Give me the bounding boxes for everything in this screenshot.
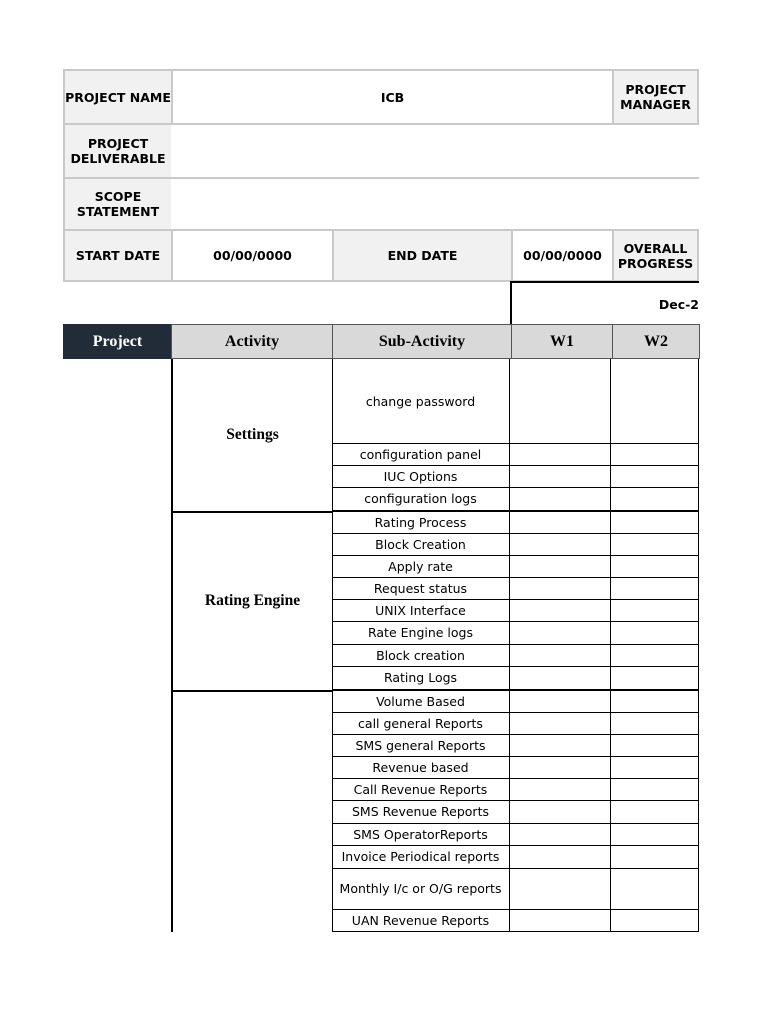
w1-cell[interactable] — [510, 465, 611, 488]
project-manager-label: PROJECT MANAGER — [612, 69, 699, 125]
w2-cell[interactable] — [611, 359, 699, 444]
col-header-project: Project — [63, 324, 172, 359]
w2-cell[interactable] — [611, 712, 699, 735]
activity-reports — [171, 690, 333, 932]
activity-settings — [171, 359, 333, 513]
w1-cell[interactable] — [510, 845, 611, 869]
col-header-activity: Activity — [171, 324, 333, 359]
w2-cell[interactable] — [611, 621, 699, 645]
w2-cell[interactable] — [611, 756, 699, 779]
sub-activity-cell: Revenue based — [332, 756, 510, 779]
activity-label: Rating Engine — [204, 591, 301, 609]
w1-cell[interactable] — [510, 823, 611, 846]
table-row — [332, 690, 699, 713]
sub-activity-cell: Volume Based — [332, 690, 510, 713]
sub-activity-cell: configuration logs — [332, 487, 510, 511]
w1-cell[interactable] — [510, 666, 611, 690]
sub-activity-cell: Block creation — [332, 644, 510, 667]
w1-cell[interactable] — [510, 577, 611, 600]
end-date-label: END DATE — [332, 229, 513, 282]
table-row — [332, 599, 699, 622]
w2-cell[interactable] — [611, 644, 699, 667]
table-row — [332, 359, 699, 444]
sub-activity-cell: change password — [332, 359, 510, 444]
w1-cell[interactable] — [510, 778, 611, 801]
w2-cell[interactable] — [611, 868, 699, 910]
sub-activity-cell: UNIX Interface — [332, 599, 510, 622]
w2-cell[interactable] — [611, 599, 699, 622]
sub-activity-cell: Rating Process — [332, 511, 510, 534]
project-deliverable-value[interactable] — [171, 123, 699, 179]
w2-cell[interactable] — [611, 909, 699, 932]
w2-cell[interactable] — [611, 845, 699, 869]
table-row — [332, 511, 699, 534]
sub-activity-cell: Invoice Periodical reports — [332, 845, 510, 869]
table-row — [332, 756, 699, 779]
sub-activity-cell: Rating Logs — [332, 666, 510, 690]
col-header-w1: W1 — [511, 324, 613, 359]
w2-cell[interactable] — [611, 800, 699, 824]
w1-cell[interactable] — [510, 644, 611, 667]
w2-cell[interactable] — [611, 734, 699, 757]
w1-cell[interactable] — [510, 555, 611, 578]
table-row — [332, 823, 699, 846]
sub-activity-cell: Call Revenue Reports — [332, 778, 510, 801]
w2-cell[interactable] — [611, 511, 699, 534]
table-row — [332, 845, 699, 869]
sub-activity-cell: call general Reports — [332, 712, 510, 735]
w1-cell[interactable] — [510, 909, 611, 932]
w1-cell[interactable] — [510, 443, 611, 466]
w1-cell[interactable] — [510, 511, 611, 534]
table-row — [332, 909, 699, 932]
sub-activity-cell: SMS OperatorReports — [332, 823, 510, 846]
w2-cell[interactable] — [611, 533, 699, 556]
sub-activity-cell: SMS Revenue Reports — [332, 800, 510, 824]
table-row — [332, 778, 699, 801]
column-divider — [332, 359, 333, 932]
w2-cell[interactable] — [611, 823, 699, 846]
w1-cell[interactable] — [510, 487, 611, 511]
sub-activity-cell: Apply rate — [332, 555, 510, 578]
sub-activity-cell: Request status — [332, 577, 510, 600]
table-row — [332, 487, 699, 512]
w2-cell[interactable] — [611, 443, 699, 466]
table-row — [332, 712, 699, 735]
w1-cell[interactable] — [510, 800, 611, 824]
w1-cell[interactable] — [510, 533, 611, 556]
month-label: Dec-2 — [510, 281, 699, 325]
table-row — [332, 533, 699, 556]
w2-cell[interactable] — [611, 577, 699, 600]
col-header-sub-activity: Sub-Activity — [332, 324, 512, 359]
w1-cell[interactable] — [510, 599, 611, 622]
w2-cell[interactable] — [611, 778, 699, 801]
table-row — [332, 868, 699, 910]
table-row — [332, 577, 699, 600]
table-row — [332, 644, 699, 667]
table-row — [332, 465, 699, 488]
activity-rating-engine — [171, 511, 333, 692]
w1-cell[interactable] — [510, 690, 611, 713]
scope-statement-label: SCOPE STATEMENT — [63, 177, 173, 231]
sub-activity-cell: SMS general Reports — [332, 734, 510, 757]
w2-cell[interactable] — [611, 666, 699, 690]
sub-activity-cell: Block Creation — [332, 533, 510, 556]
project-deliverable-label: PROJECT DELIVERABLE — [63, 123, 173, 179]
table-row — [332, 800, 699, 824]
sub-activity-cell: configuration panel — [332, 443, 510, 466]
table-row — [332, 666, 699, 691]
project-name-value[interactable]: ICB — [171, 69, 614, 125]
col-header-w2: W2 — [612, 324, 700, 359]
w1-cell[interactable] — [510, 621, 611, 645]
overall-progress-label: OVERALL PROGRESS — [612, 229, 699, 282]
w2-cell[interactable] — [611, 465, 699, 488]
scope-statement-value[interactable] — [171, 177, 699, 231]
activity-label: Settings — [226, 426, 279, 443]
w1-cell[interactable] — [510, 712, 611, 735]
start-date-label: START DATE — [63, 229, 173, 282]
table-row — [332, 443, 699, 466]
w1-cell[interactable] — [510, 359, 611, 444]
w2-cell[interactable] — [611, 487, 699, 511]
w2-cell[interactable] — [611, 555, 699, 578]
w2-cell[interactable] — [611, 690, 699, 713]
start-date-value[interactable]: 00/00/0000 — [171, 229, 334, 282]
sub-activity-cell: Monthly I/c or O/G reports — [332, 868, 510, 910]
table-row — [332, 555, 699, 578]
table-row — [332, 621, 699, 645]
sub-activity-cell: UAN Revenue Reports — [332, 909, 510, 932]
w1-cell[interactable] — [510, 756, 611, 779]
w1-cell[interactable] — [510, 734, 611, 757]
sub-activity-cell: IUC Options — [332, 465, 510, 488]
w1-cell[interactable] — [510, 868, 611, 910]
project-name-label: PROJECT NAME — [63, 69, 173, 125]
end-date-value[interactable]: 00/00/0000 — [511, 229, 614, 282]
sub-activity-cell: Rate Engine logs — [332, 621, 510, 645]
table-row — [332, 734, 699, 757]
